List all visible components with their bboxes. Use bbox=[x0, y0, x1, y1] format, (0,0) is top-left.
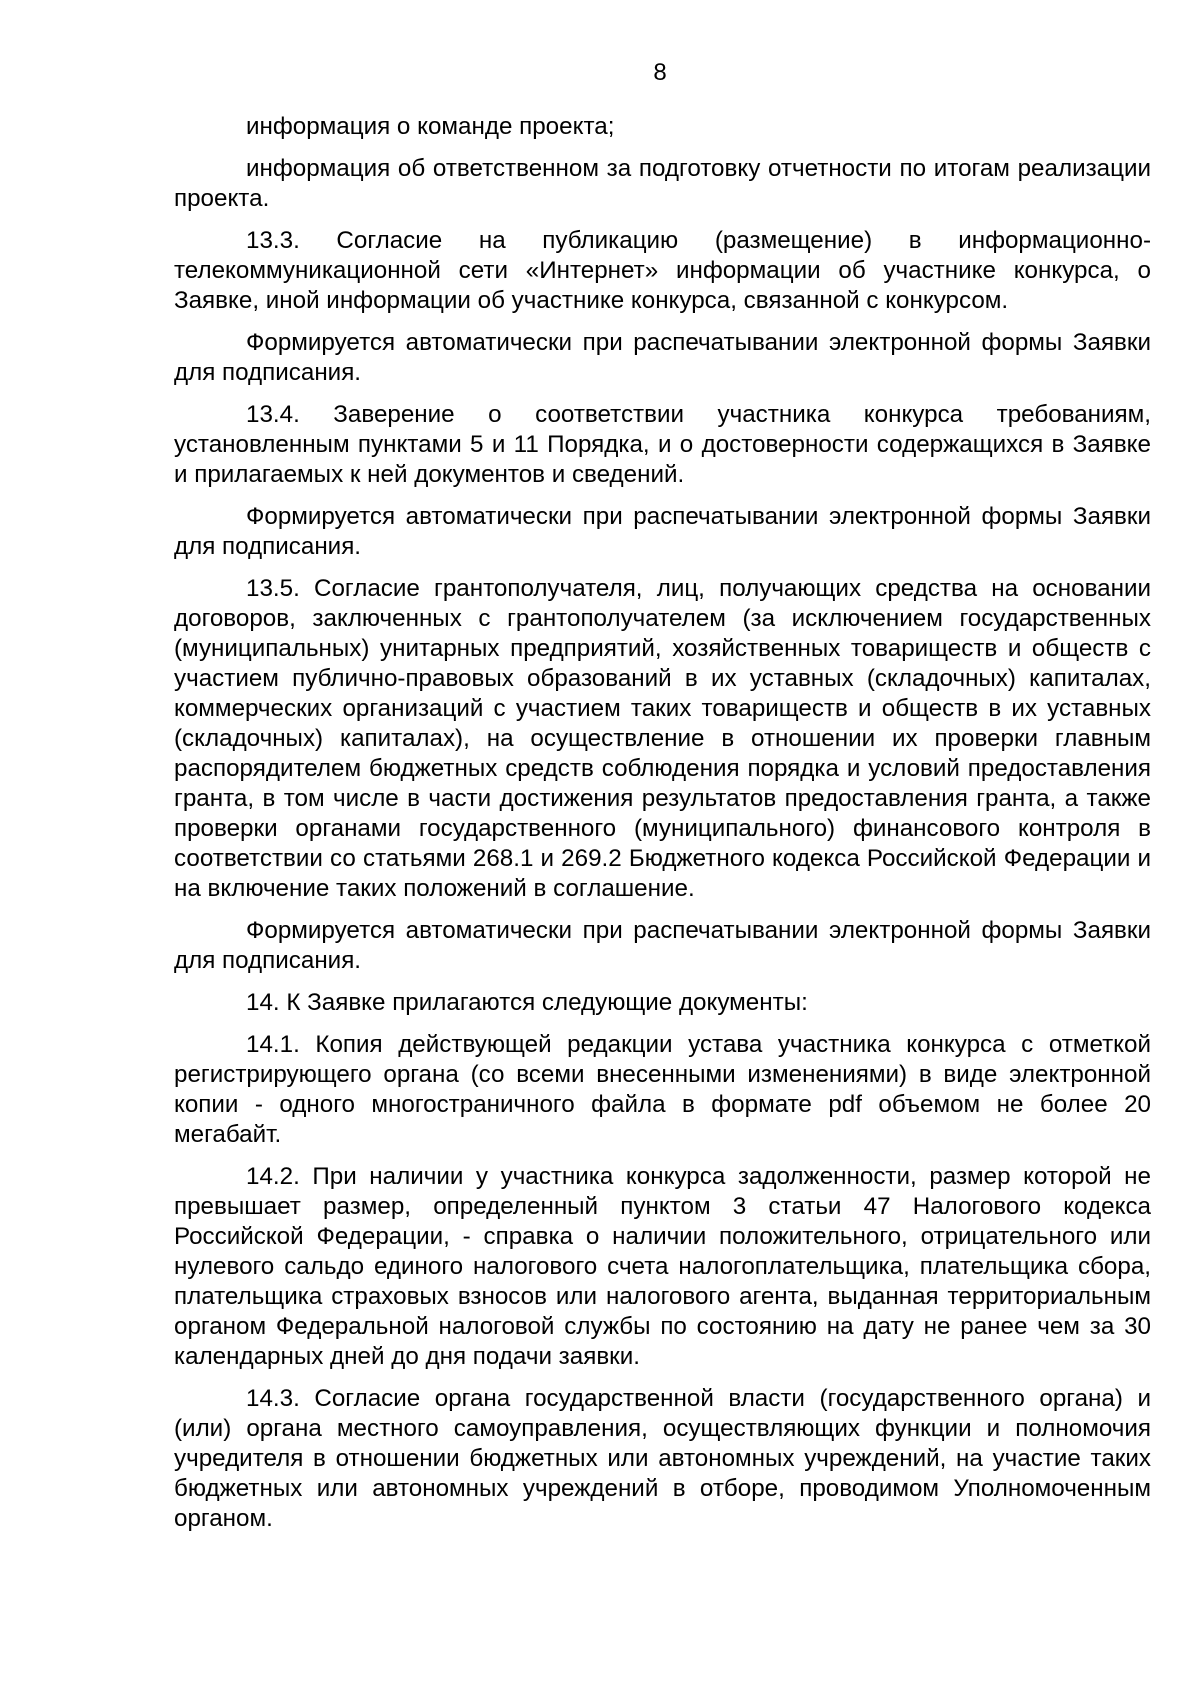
paragraph-14: 14. К Заявке прилагаются следующие документы: bbox=[246, 989, 808, 1016]
document-body bbox=[174, 112, 1151, 1546]
paragraph-14-3: 14.3. Согласие органа государственной власти (государственного органа) и (или) органа местного самоуправления, осуществляющих функции и полномочия учредителя в отношении бюджетных или автономных учреждений, на участие таких бюджетных или автономных учреждений в отборе, проводимом Уполномоченным органом. bbox=[174, 1385, 1151, 1532]
paragraph-team-info: информация о команде проекта; bbox=[246, 113, 615, 140]
paragraph-14-1: 14.1. Копия действующей редакции устава участника конкурса с отметкой регистрирующего органа (со всеми внесенными изменениями) в виде электронной копии - одного многостраничного файла в формате pdf объемом не более 20 мегабайт. bbox=[174, 1031, 1151, 1148]
paragraph-reporting-responsible: информация об ответственном за подготовку отчетности по итогам реализации проекта. bbox=[174, 155, 1151, 212]
paragraph-auto-generated-2: Формируется автоматически при распечатывании электронной формы Заявки для подписания. bbox=[174, 503, 1151, 560]
paragraph-auto-generated-3: Формируется автоматически при распечатывании электронной формы Заявки для подписания. bbox=[174, 917, 1151, 974]
page-number: 8 bbox=[653, 59, 667, 86]
paragraph-13-4: 13.4. Заверение о соответствии участника конкурса требованиям, установленным пунктами 5 и 11 Порядка, и о достоверности содержащихся в Заявке и прилагаемых к ней документов и сведений. bbox=[174, 401, 1151, 488]
paragraph-13-5: 13.5. Согласие грантополучателя, лиц, получающих средства на основании договоров, заключенных с грантополучателем (за исключением государственных (муниципальных) унитарных предприятий, хозяйственных товариществ и обществ с участием публично-правовых образований в их уставных (складочных) капиталах, коммерческих организаций с участием таких товариществ и обществ в их уставных (складочных) капиталах), на осуществление в отношении их проверки главным распорядителем бюджетных средств соблюдения порядка и условий предоставления гранта, в том числе в части достижения результатов предоставления гранта, а также проверки органами государственного (муниципального) финансового контроля в соответствии со статьями 268.1 и 269.2 Бюджетного кодекса Российской Федерации и на включение таких положений в соглашение. bbox=[174, 575, 1151, 902]
paragraph-13-3: 13.3. Согласие на публикацию (размещение) в информационно-телекоммуникационной сети «Интернет» информации об участнике конкурса, о Заявке, иной информации об участнике конкурса, связанной с конкурсом. bbox=[174, 227, 1151, 314]
paragraph-14-2: 14.2. При наличии у участника конкурса задолженности, размер которой не превышает размер, определенный пунктом 3 статьи 47 Налогового кодекса Российской Федерации, - справка о наличии положительного, отрицательного или нулевого сальдо единого налогового счета налогоплательщика, плательщика сбора, плательщика страховых взносов или налогового агента, выданная территориальным органом Федеральной налоговой службы по состоянию на дату не ранее чем за 30 календарных дней до дня подачи заявки. bbox=[174, 1163, 1151, 1370]
paragraph-auto-generated-1: Формируется автоматически при распечатывании электронной формы Заявки для подписания. bbox=[174, 329, 1151, 386]
